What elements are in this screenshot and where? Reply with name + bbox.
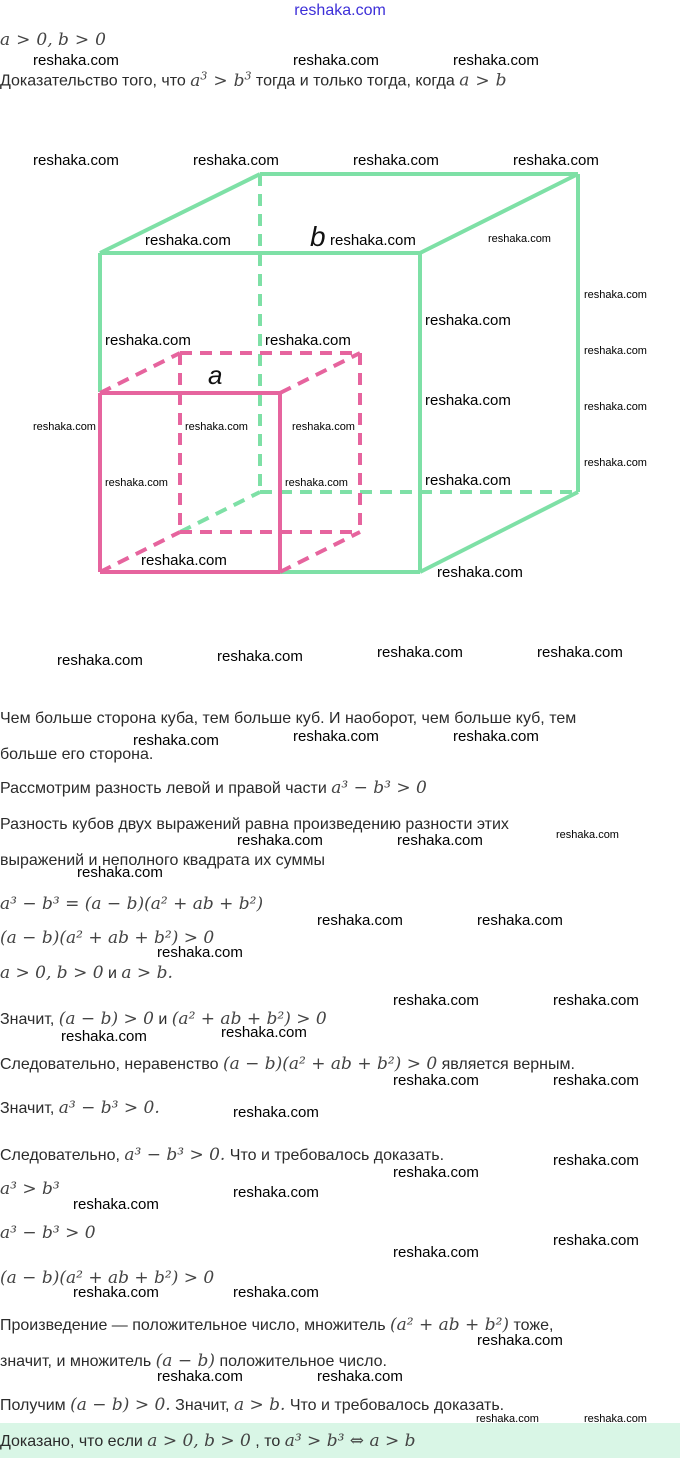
watermark: reshaka.com xyxy=(193,152,279,169)
watermark: reshaka.com xyxy=(553,1232,639,1249)
watermark: reshaka.com xyxy=(157,944,243,961)
label-b: b xyxy=(310,221,326,252)
text-line-2: больше его сторона. xyxy=(0,746,154,763)
watermark: reshaka.com xyxy=(553,992,639,1009)
watermark: reshaka.com xyxy=(397,832,483,849)
site-header-link[interactable]: reshaka.com xyxy=(294,2,386,19)
watermark: reshaka.com xyxy=(393,1072,479,1089)
conclusion-banner xyxy=(0,1423,680,1458)
watermark: reshaka.com xyxy=(221,1024,307,1041)
watermark: reshaka.com xyxy=(217,648,303,665)
watermark: reshaka.com xyxy=(293,52,379,69)
watermark: reshaka.com xyxy=(73,1284,159,1301)
formula-line-7: (a − b)(a² + ab + b²) > 0 xyxy=(0,928,215,948)
watermark: reshaka.com xyxy=(33,52,119,69)
text-line-3: Рассмотрим разность левой и правой части a³ − b³ > 0 xyxy=(0,778,427,798)
watermark: reshaka.com xyxy=(425,472,511,489)
watermark: reshaka.com xyxy=(584,345,647,357)
watermark: reshaka.com xyxy=(553,1072,639,1089)
watermark: reshaka.com xyxy=(437,564,523,581)
watermark: reshaka.com xyxy=(105,332,191,349)
watermark: reshaka.com xyxy=(237,832,323,849)
watermark: reshaka.com xyxy=(285,477,348,489)
watermark: reshaka.com xyxy=(584,289,647,301)
watermark: reshaka.com xyxy=(353,152,439,169)
watermark: reshaka.com xyxy=(33,421,96,433)
watermark: reshaka.com xyxy=(292,421,355,433)
watermark: reshaka.com xyxy=(453,52,539,69)
watermark: reshaka.com xyxy=(513,152,599,169)
watermark: reshaka.com xyxy=(477,912,563,929)
watermark: reshaka.com xyxy=(553,1152,639,1169)
text-line-8: a > 0, b > 0 и a > b. xyxy=(0,963,173,983)
formula-line-6: a³ − b³ = (a − b)(a² + ab + b²) xyxy=(0,894,264,914)
watermark: reshaka.com xyxy=(477,1332,563,1349)
formula-line-14: a³ − b³ > 0 xyxy=(0,1223,96,1243)
watermark: reshaka.com xyxy=(584,401,647,413)
watermark: reshaka.com xyxy=(185,421,248,433)
watermark: reshaka.com xyxy=(233,1284,319,1301)
watermark: reshaka.com xyxy=(33,152,119,169)
watermark: reshaka.com xyxy=(317,912,403,929)
watermark: reshaka.com xyxy=(425,392,511,409)
watermark: reshaka.com xyxy=(584,457,647,469)
watermark: reshaka.com xyxy=(233,1184,319,1201)
text-line-12: Следовательно, a³ − b³ > 0. Что и требовалось доказать. xyxy=(0,1145,445,1165)
watermark: reshaka.com xyxy=(293,728,379,745)
watermark: reshaka.com xyxy=(265,332,351,349)
watermark: reshaka.com xyxy=(133,732,219,749)
watermark: reshaka.com xyxy=(453,728,539,745)
text-line-17: значит, и множитель (a − b) положительное число. xyxy=(0,1351,387,1371)
small-cube xyxy=(100,353,360,572)
watermark: reshaka.com xyxy=(317,1368,403,1385)
watermark: reshaka.com xyxy=(556,829,619,841)
watermark: reshaka.com xyxy=(476,1413,539,1425)
watermark: reshaka.com xyxy=(73,1196,159,1213)
watermark: reshaka.com xyxy=(425,312,511,329)
watermark: reshaka.com xyxy=(233,1104,319,1121)
text-line-10: Следовательно, неравенство (a − b)(a² + ab + b²) > 0 является верным. xyxy=(0,1054,575,1074)
watermark: reshaka.com xyxy=(584,1413,647,1425)
watermark: reshaka.com xyxy=(393,992,479,1009)
formula-line-15: (a − b)(a² + ab + b²) > 0 xyxy=(0,1268,215,1288)
label-a: a xyxy=(208,360,223,390)
condition-line xyxy=(0,29,680,52)
formula-line-13: a³ > b³ xyxy=(0,1179,60,1199)
watermark: reshaka.com xyxy=(105,477,168,489)
watermark: reshaka.com xyxy=(157,1368,243,1385)
intro-line: Доказательство того, что $a^3 > b^3$ тогда и только тогда, когда a > b xyxy=(0,69,507,91)
conclusion-text: Доказано, что если a > 0, b > 0 , то a³ > b³ ⇔ a > b xyxy=(0,1431,416,1451)
condition-math: a > 0, b > 0 xyxy=(0,30,106,50)
text-line-16: Произведение — положительное число, множитель (a² + ab + b²) тоже, xyxy=(0,1315,554,1335)
watermark: reshaka.com xyxy=(393,1164,479,1181)
watermark: reshaka.com xyxy=(61,1028,147,1045)
watermark: reshaka.com xyxy=(393,1244,479,1261)
watermark: reshaka.com xyxy=(141,552,227,569)
text-line-9: Значит, (a − b) > 0 и (a² + ab + b²) > 0 xyxy=(0,1009,327,1029)
text-line-11: Значит, a³ − b³ > 0. xyxy=(0,1098,160,1118)
watermark: reshaka.com xyxy=(57,652,143,669)
text-line-18: Получим (a − b) > 0. Значит, a > b. Что и требовалось доказать. xyxy=(0,1395,505,1415)
watermark: reshaka.com xyxy=(537,644,623,661)
watermark: reshaka.com xyxy=(145,232,231,249)
text-line-4: Разность кубов двух выражений равна произведению разности этих xyxy=(0,816,509,833)
watermark: reshaka.com xyxy=(488,233,551,245)
text-line-1: Чем больше сторона куба, тем больше куб. И наоборот, чем больше куб, тем xyxy=(0,710,577,727)
cubes-figure xyxy=(0,120,680,600)
text-line-5: выражений и неполного квадрата их суммы xyxy=(0,852,325,869)
watermark: reshaka.com xyxy=(377,644,463,661)
watermark: reshaka.com xyxy=(330,232,416,249)
watermark: reshaka.com xyxy=(77,864,163,881)
